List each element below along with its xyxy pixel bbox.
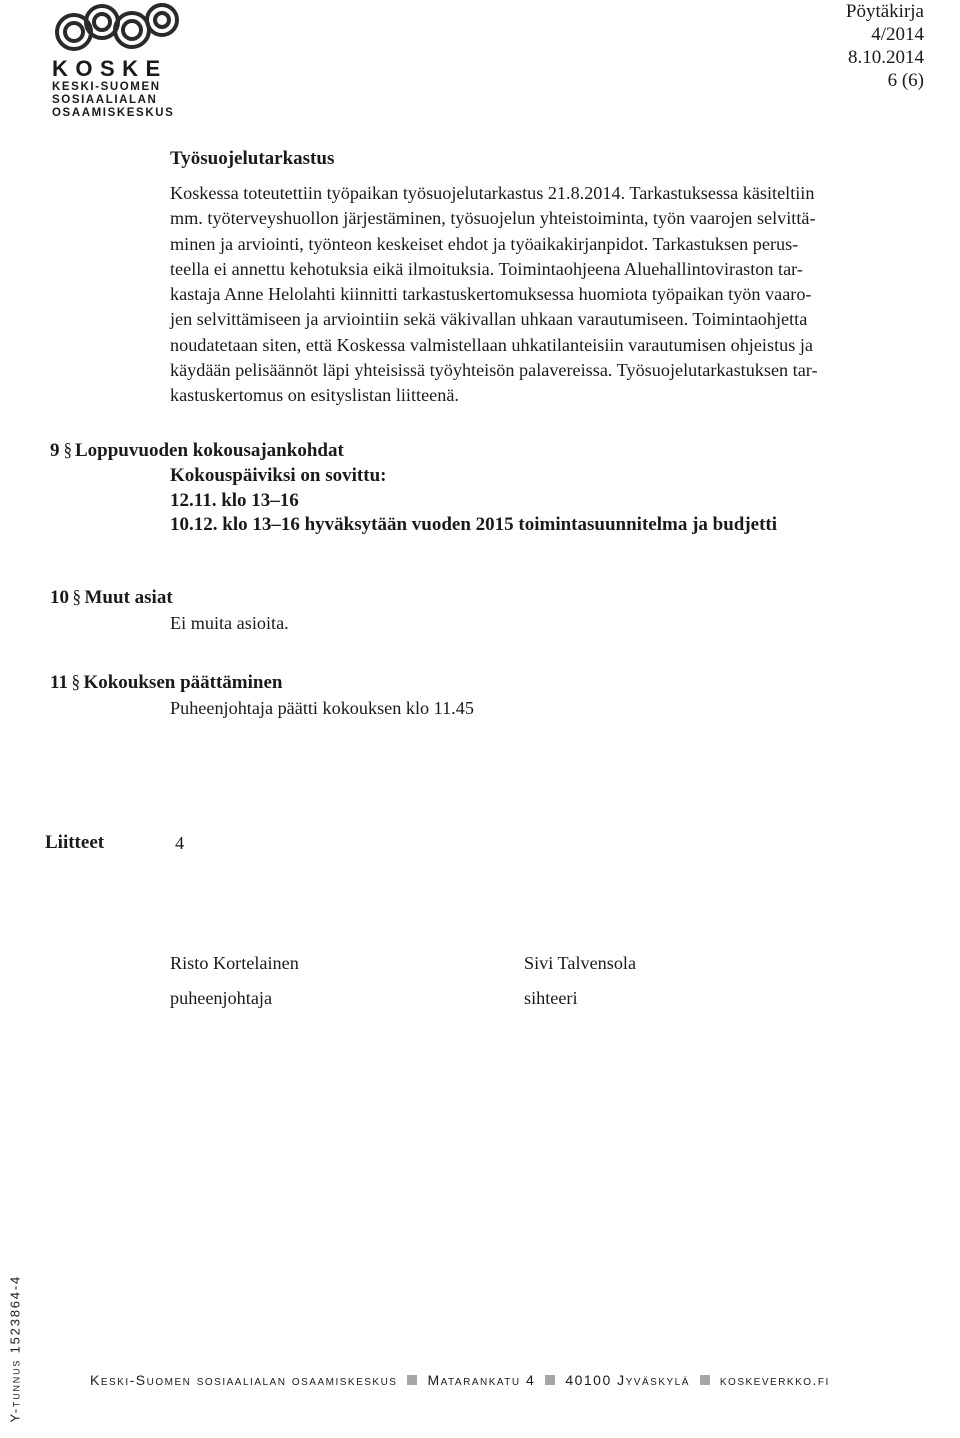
- section-9-line-2: 12.11. klo 13–16: [170, 490, 299, 511]
- doc-number: 4/2014: [871, 24, 924, 45]
- logo-line-2: SOSIAALIALAN: [52, 94, 158, 106]
- doc-date: 8.10.2014: [848, 47, 924, 68]
- paragraph-line: jen selvittämiseen ja arviointiin sekä väkivallan uhkaan varautumiseen. Toimintaohjetta: [170, 309, 808, 330]
- paragraph-line: noudatetaan siten, että Koskessa valmistellaan uhkatilanteisiin varautumisen ohjeistus ja: [170, 334, 813, 355]
- section-number: 10: [50, 587, 69, 608]
- attachments-label: Liitteet: [45, 832, 105, 853]
- section-10-heading: [50, 587, 173, 609]
- section-number: 11: [50, 672, 68, 693]
- section-symbol: §: [72, 587, 82, 608]
- paragraph-tyosuojelu: [170, 181, 818, 409]
- section-11-text: Puheenjohtaja päätti kokouksen klo 11.45: [170, 698, 474, 718]
- doc-type: Pöytäkirja: [845, 1, 924, 22]
- document-header: [846, 0, 924, 92]
- paragraph-line: teella ei annettu kehotuksia eikä ilmoituksia. Toimintaohjeena Aluehallintoviraston tar-: [170, 258, 803, 279]
- page-number: 6 (6): [887, 70, 924, 91]
- separator-square-icon: [700, 1375, 710, 1385]
- footer-web: koskeverkko.fi: [719, 1372, 830, 1388]
- paragraph-line: Koskessa toteutettiin työpaikan työsuojelutarkastus 21.8.2014. Tarkastuksessa käsiteltiin: [170, 183, 815, 203]
- signature-name-chair: Risto Kortelainen: [170, 953, 299, 973]
- signature-role-secretary: sihteeri: [524, 988, 578, 1008]
- business-id: Y-tunnus 1523864-4: [7, 1275, 23, 1423]
- separator-square-icon: [545, 1375, 555, 1385]
- paragraph-line: kastaja Anne Helolahti kiinnitti tarkastuskertomuksessa huomiota työpaikan työn vaaro-: [170, 284, 812, 305]
- signature-name-secretary: Sivi Talvensola: [524, 953, 637, 973]
- logo-name: KOSKE: [52, 56, 168, 81]
- section-title: Kokouksen päättäminen: [83, 672, 283, 693]
- section-9-line-3: 10.12. klo 13–16 hyväksytään vuoden 2015 toimintasuunnitelma ja budjetti: [170, 514, 778, 535]
- separator-square-icon: [407, 1375, 417, 1385]
- section-number: 9: [50, 440, 60, 461]
- koske-logo: [50, 2, 190, 120]
- footer-city: 40100 Jyväskylä: [565, 1372, 690, 1388]
- koske-logo-mark-icon: [52, 2, 188, 54]
- paragraph-line: mm. työterveyshuollon järjestäminen, työsuojelun yhteistoiminta, työn vaarojen selvittä-: [170, 208, 816, 229]
- page-footer: [90, 1372, 830, 1388]
- section-9-line-1: Kokouspäiviksi on sovittu:: [170, 465, 387, 486]
- paragraph-line: minen ja arviointi, työnteon keskeiset ehdot ja työaikakirjanpidot. Tarkastuksen perus-: [170, 233, 799, 254]
- attachments-count: 4: [175, 833, 185, 853]
- logo-line-1: KESKI-SUOMEN: [52, 81, 161, 93]
- section-symbol: §: [71, 672, 80, 693]
- logo-line-3: OSAAMISKESKUS: [52, 107, 175, 119]
- paragraph-line: kastuskertomus on esityslistan liitteenä.: [170, 385, 459, 406]
- section-symbol: §: [62, 440, 72, 461]
- paragraph-line: käydään pelisäännöt läpi yhteisissä työyhteisön palavereissa. Työsuojelutarkastuksen tar-: [170, 360, 818, 381]
- section-9-heading: [50, 440, 344, 462]
- section-heading-tyosuojelu: Työsuojelutarkastus: [170, 148, 335, 169]
- section-title: Muut asiat: [84, 587, 173, 608]
- signature-role-chair: puheenjohtaja: [170, 988, 273, 1008]
- section-11-heading: [50, 672, 282, 694]
- section-10-text: Ei muita asioita.: [170, 613, 289, 633]
- footer-org: Keski-Suomen sosiaalialan osaamiskeskus: [90, 1372, 398, 1388]
- footer-address: Matarankatu 4: [427, 1372, 536, 1388]
- section-title: Loppuvuoden kokousajankohdat: [75, 440, 344, 461]
